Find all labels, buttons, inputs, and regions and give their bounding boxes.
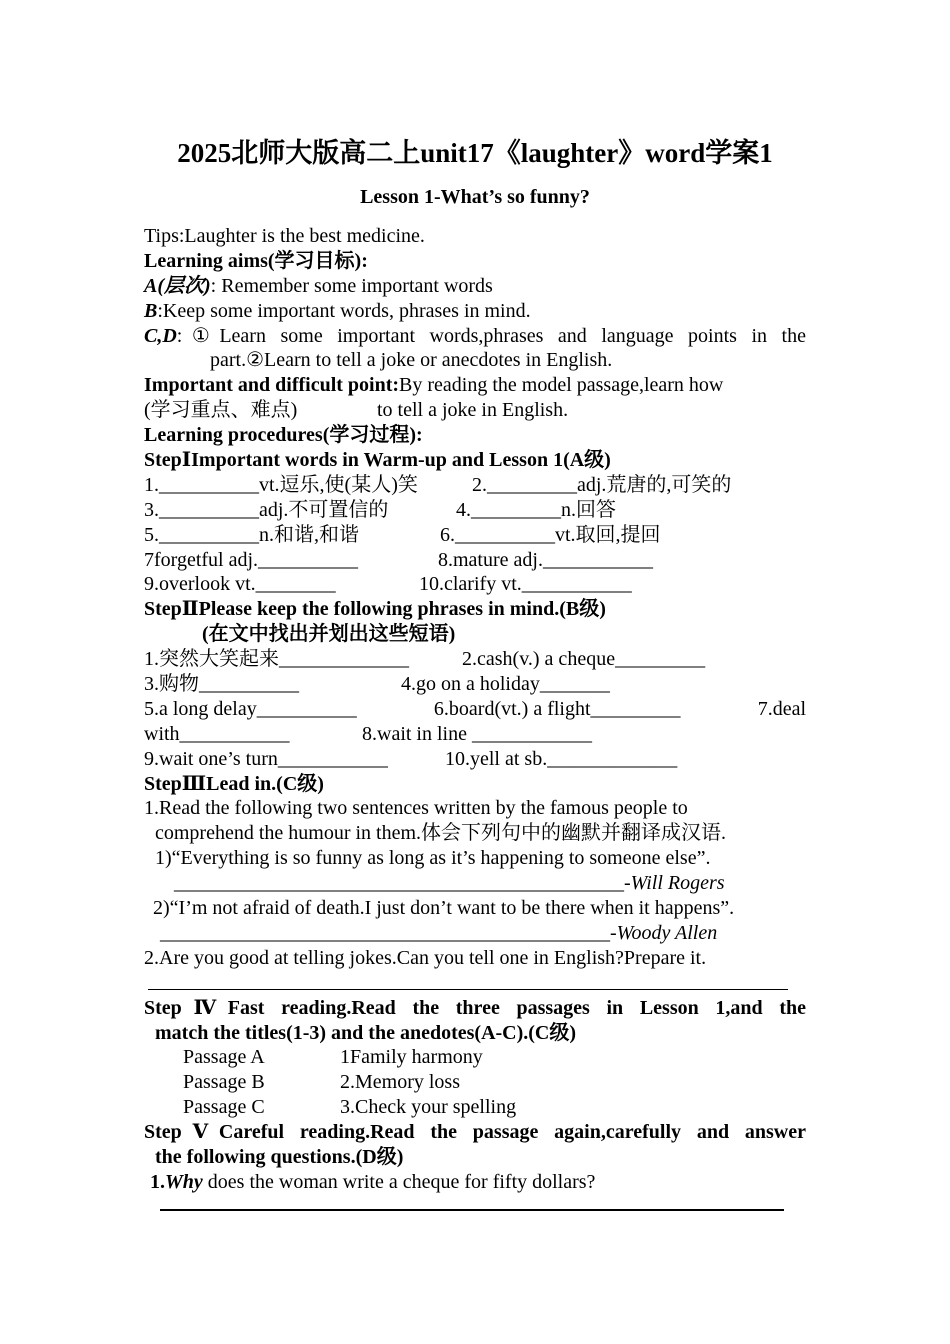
step2-row [144, 647, 806, 672]
answer-line [144, 971, 806, 996]
phrase-blank: with___________ [144, 722, 290, 745]
match-row [144, 1045, 806, 1070]
passage-label: Passage A [183, 1046, 265, 1069]
phrase-blank: 6.board(vt.) a flight_________ [433, 697, 681, 720]
answer-blank: _____________________________________________ [160, 921, 610, 944]
step5-question1 [144, 1170, 806, 1195]
match-row [144, 1095, 806, 1120]
phrase-blank: 3.购物__________ [144, 673, 299, 696]
quote-2: 2)“I’m not afraid of death.I just don’t want to be there when it happens”. [153, 897, 735, 920]
word-blank: 1.__________vt.逗乐,使(某人)笑 [144, 473, 418, 496]
quote-2-answer [144, 921, 806, 946]
important-label: Important and difficult point: [144, 374, 400, 397]
step3-question1-continued: comprehend the humour in them.体会下列句中的幽默并翻译成汉语. [155, 822, 727, 845]
step1-heading: StepⅠImportant words in Warm-up and Lesson 1(A级) [144, 449, 611, 472]
document-body [144, 224, 806, 1220]
word-blank: 6.__________vt.取回,提回 [440, 523, 661, 546]
step1-row [144, 498, 806, 523]
question-why: Why [165, 1170, 203, 1193]
step4-heading-continued: match the titles(1-3) and the anedotes(A-C).(C级) [155, 1021, 577, 1044]
aim-b-text: :Keep some important words, phrases in mind. [157, 299, 531, 322]
quote-1-author: -Will Rogers [624, 872, 725, 895]
word-blank: 2._________adj.荒唐的,可笑的 [472, 473, 732, 496]
word-blank: 10.clarify vt.___________ [419, 573, 632, 596]
question-text: does the woman write a cheque for fifty dollars? [202, 1170, 596, 1193]
aim-a [144, 274, 806, 299]
aim-a-label: A(层次) [144, 274, 211, 297]
step3-question2: 2.Are you good at telling jokes.Can you tell one in English?Prepare it. [144, 946, 707, 969]
word-blank: 3.__________adj.不可置信的 [144, 498, 389, 521]
lesson-title: Lesson 1-What’s so funny? [360, 186, 590, 208]
phrase-blank: 2.cash(v.) a cheque_________ [462, 648, 706, 671]
step2-row [144, 672, 806, 697]
aim-cd-text: :①Learn some important words,phrases and language points in the [176, 324, 806, 347]
phrase-blank: 4.go on a holiday_______ [401, 673, 610, 696]
phrase-blank: 1.突然大笑起来_____________ [144, 648, 409, 671]
aim-a-text: : Remember some important words [210, 274, 493, 297]
step5-heading: StepⅤCareful reading.Read the passage again,carefully and answer [144, 1121, 806, 1144]
passage-label: Passage C [183, 1096, 265, 1119]
phrase-blank: 7.deal [757, 697, 806, 720]
step2-row [144, 747, 806, 772]
step1-row [144, 548, 806, 573]
aims-heading: Learning aims(学习目标): [144, 249, 368, 272]
quote-1: 1)“Everything is so funny as long as it’s happening to someone else”. [155, 847, 711, 870]
step5-heading-continued: the following questions.(D级) [155, 1145, 404, 1168]
question-number: 1. [150, 1170, 165, 1193]
tips: Tips:Laughter is the best medicine. [144, 225, 425, 247]
quote-2-author: -Woody Allen [610, 921, 718, 944]
phrase-blank: 5.a long delay__________ [144, 697, 357, 720]
passage-label: Passage B [183, 1071, 265, 1094]
phrase-blank: 9.wait one’s turn___________ [144, 747, 388, 770]
step3-heading: StepⅢLead in.(C级) [144, 772, 324, 795]
title-option: 3.Check your spelling [340, 1096, 517, 1119]
phrase-blank: 10.yell at sb._____________ [445, 747, 678, 770]
procedures-heading: Learning procedures(学习过程): [144, 424, 423, 447]
title-option: 1Family harmony [340, 1046, 483, 1069]
word-blank: 5.__________n.和谐,和谐 [144, 523, 359, 546]
word-blank: 8.mature adj.___________ [438, 548, 653, 571]
important-text: By reading the model passage,learn how [399, 374, 724, 397]
step2-row [144, 722, 806, 747]
aim-cd-continued: part.②Learn to tell a joke or anecdotes in English. [210, 349, 613, 372]
step4-heading: StepⅣFast reading.Read the three passages in Lesson 1,and the [144, 996, 806, 1019]
step2-row [144, 697, 806, 722]
step2-subheading: (在文中找出并划出这些短语) [202, 623, 456, 646]
phrase-blank: 8.wait in line ____________ [362, 722, 592, 745]
quote-1-answer [144, 871, 806, 896]
title-option: 2.Memory loss [340, 1071, 460, 1094]
important-text-2: to tell a joke in English. [377, 399, 569, 422]
step1-row [144, 473, 806, 498]
important-point [144, 373, 806, 398]
step1-row [144, 523, 806, 548]
answer-line [144, 1195, 806, 1220]
important-label-cn: (学习重点、难点) [144, 399, 298, 422]
aim-cd-label: C,D [144, 324, 177, 347]
word-blank: 4._________n.回答 [456, 498, 616, 521]
word-blank: 7forgetful adj.__________ [144, 548, 359, 571]
aim-b [144, 299, 806, 324]
word-blank: 9.overlook vt.________ [144, 573, 336, 596]
document-title: 2025北师大版高二上unit17《laughter》word学案1 [177, 138, 773, 168]
match-row [144, 1070, 806, 1095]
step1-row [144, 572, 806, 597]
step3-question1: 1.Read the following two sentences written by the famous people to [144, 797, 688, 820]
aim-b-label: B [144, 299, 158, 322]
step2-heading: StepⅡPlease keep the following phrases in mind.(B级) [144, 598, 606, 621]
aim-cd [144, 324, 806, 349]
important-point-cn [144, 398, 806, 423]
answer-blank: _____________________________________________ [174, 872, 624, 895]
